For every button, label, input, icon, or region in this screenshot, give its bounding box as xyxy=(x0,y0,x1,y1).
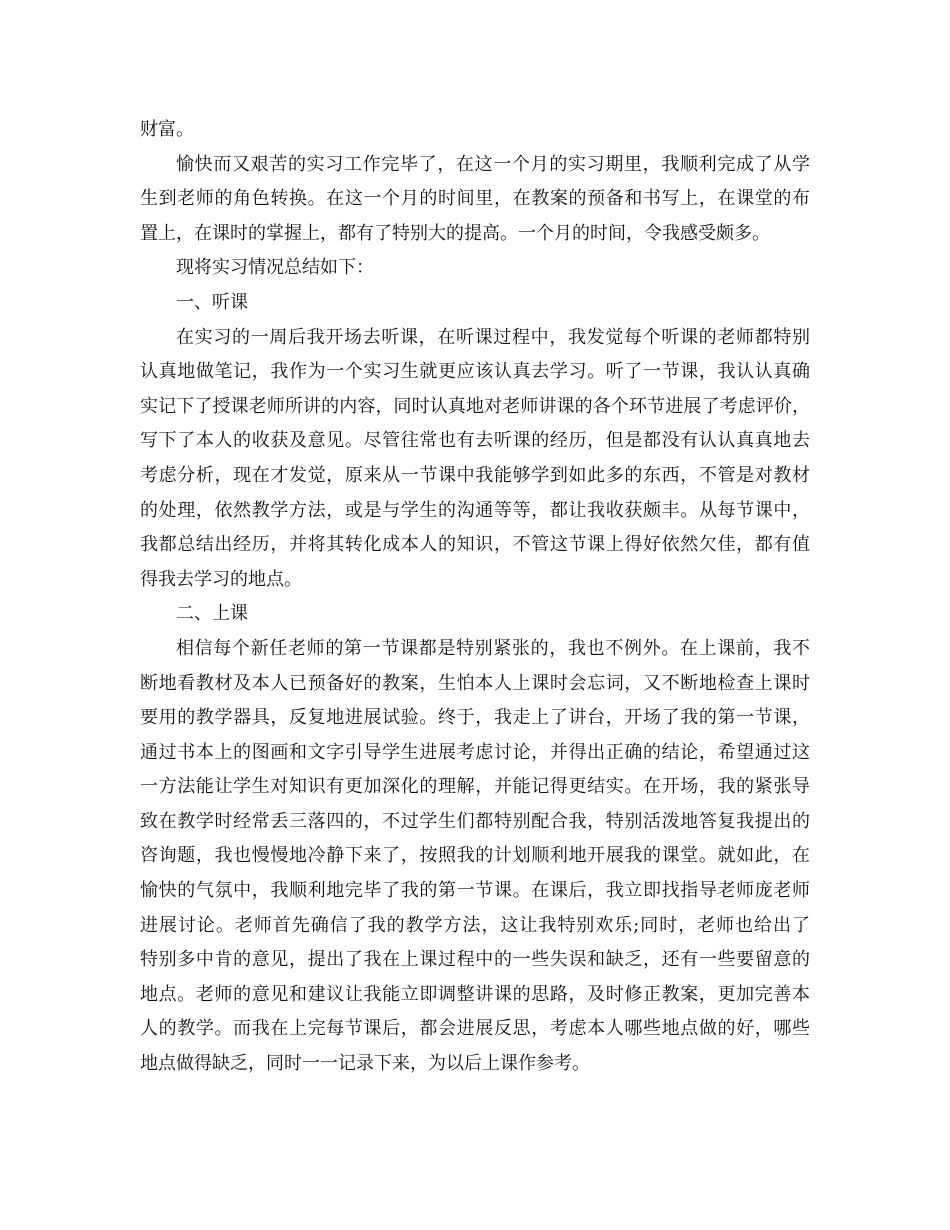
section-heading: 二、上课 xyxy=(176,603,248,625)
text-line: 进展讨论。老师首先确信了我的教学方法，这让我特别欢乐;同时，老师也给出了 xyxy=(140,914,810,936)
section-heading: 一、听课 xyxy=(176,291,248,313)
text-line: 地点。老师的意见和建议让我能立即调整讲课的思路，及时修正教案，更加完善本 xyxy=(140,983,810,1005)
text-line: 要用的教学器具，反复地进展试验。终于，我走上了讲台，开场了我的第一节课， xyxy=(140,707,810,729)
text-line: 我都总结出经历，并将其转化成本人的知识，不管这节课上得好依然欠佳，都有值 xyxy=(140,534,810,556)
text-line: 致在教学时经常丢三落四的，不过学生们都特别配合我，特别活泼地答复我提出的 xyxy=(140,810,810,832)
text-line: 特别多中肯的意见，提出了我在上课过程中的一些失误和缺乏，还有一些要留意的 xyxy=(140,949,810,971)
text-line: 通过书本上的图画和文字引导学生进展考虑讨论，并得出正确的结论，希望通过这 xyxy=(140,741,810,763)
text-line: 地点做得缺乏，同时一一记录下来，为以后上课作参考。 xyxy=(140,1053,590,1075)
paragraph-first-line: 现将实习情况总结如下： xyxy=(176,257,374,279)
text-line: 人的教学。而我在上完每节课后，都会进展反思，考虑本人哪些地点做的好，哪些 xyxy=(140,1018,810,1040)
text-line: 财富。 xyxy=(140,119,194,140)
document-body xyxy=(140,113,810,1082)
text-line: 咨询题，我也慢慢地冷静下来了，按照我的计划顺利地开展我的课堂。就如此，在 xyxy=(140,845,810,867)
text-line: 写下了本人的收获及意见。尽管往常也有去听课的经历，但是都没有认认真真地去 xyxy=(140,430,810,452)
text-line: 生到老师的角色转换。在这一个月的时间里，在教案的预备和书写上，在课堂的布 xyxy=(140,188,810,210)
paragraph-first-line: 愉快而又艰苦的实习工作完毕了，在这一个月的实习期里，我顺利完成了从学 xyxy=(176,153,810,175)
paragraph-first-line: 相信每个新任老师的第一节课都是特别紧张的，我也不例外。在上课前，我不 xyxy=(176,637,810,659)
text-line: 认真地做笔记，我作为一个实习生就更应该认真去学习。听了一节课，我认认真确 xyxy=(140,361,810,383)
text-line: 愉快的气氛中，我顺利地完毕了我的第一节课。在课后，我立即找指导老师庞老师 xyxy=(140,880,810,902)
text-line: 考虑分析，现在才发觉，原来从一节课中我能够学到如此多的东西，不管是对教材 xyxy=(140,464,810,486)
paragraph-first-line: 在实习的一周后我开场去听课，在听课过程中，我发觉每个听课的老师都特别 xyxy=(176,326,810,348)
text-line: 实记下了授课老师所讲的内容，同时认真地对老师讲课的各个环节进展了考虑评价， xyxy=(140,395,810,417)
text-line: 一方法能让学生对知识有更加深化的理解，并能记得更结实。在开场，我的紧张导 xyxy=(140,776,810,798)
text-line: 的处理，依然教学方法，或是与学生的沟通等等，都让我收获颇丰。从每节课中， xyxy=(140,499,810,521)
text-line: 置上，在课时的掌握上，都有了特别大的提高。一个月的时间，令我感受颇多。 xyxy=(140,222,770,244)
text-line: 断地看教材及本人已预备好的教案，生怕本人上课时会忘词，又不断地检查上课时 xyxy=(140,672,810,694)
text-line: 得我去学习的地点。 xyxy=(140,568,302,590)
